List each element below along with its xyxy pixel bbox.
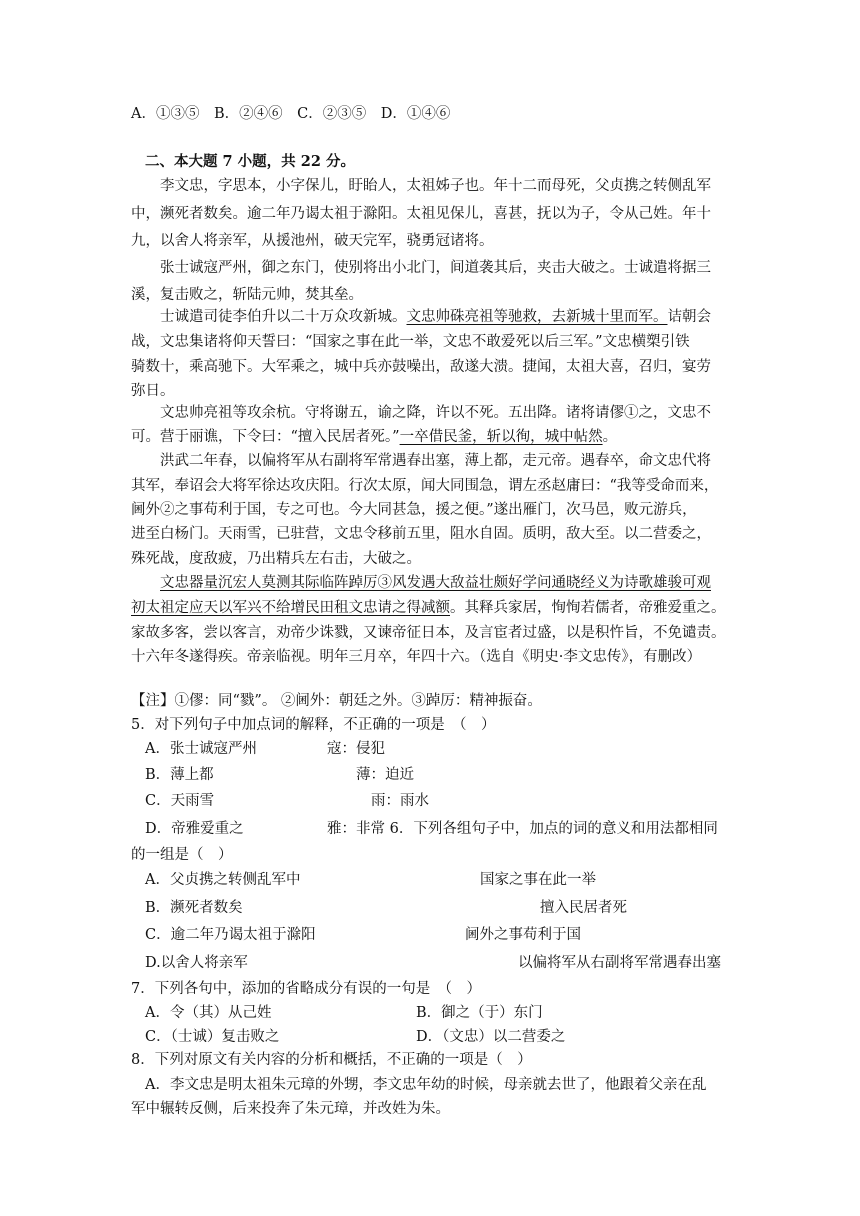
passage-line: 洪武二年春，以偏将军从右副将军常遇春出塞，薄上都，走元帝。遇春卒，命文忠代将: [160, 453, 711, 469]
passage-line: 殊死战，度敌疲，乃出精兵左右击，大破之。: [131, 551, 421, 567]
passage-line: 其军，奉诏会大将军徐达攻庆阳。行次太原，闻大同围急，谓左丞赵庸曰：“我等受命而来，: [131, 478, 719, 494]
question-8-stem: 8．下列对原文有关内容的分析和概括，不正确的一项是（ ）: [131, 1052, 532, 1068]
question-7-stem: 7．下列各句中，添加的省略成分有误的一句是 （ ）: [131, 981, 481, 997]
question-5-option-c: C．天雨雪: [145, 793, 215, 809]
question-8-option-a: A．李文忠是明太祖朱元璋的外甥，李文忠年幼的时候，母亲就去世了，他跟着父亲在乱: [145, 1077, 707, 1093]
passage-line: 溪，复击败之，斩陆元帅，焚其垒。: [131, 287, 363, 303]
question-8-option-a-cont: 军中辗转反侧，后来投奔了朱元璋，并改姓为朱。: [131, 1101, 450, 1117]
passage-line: 战，文忠集诸将仰天誓曰：“国家之事在此一举，文忠不敢爱死以后三军。”文忠横槊引铁: [131, 334, 690, 350]
passage-segment: 。其释兵家居，恂恂若儒者，帝雅爱重之。: [450, 600, 726, 616]
passage-line: 文忠帅亮祖等攻余杭。守将谢五，谕之降，许以不死。五出降。诸将请僇①之，文忠不: [160, 405, 711, 421]
passage-line: 阃外②之事苟利于国，专之可也。今大同甚急，援之便。”遂出雁门，次马邑，败元游兵，: [131, 502, 697, 518]
passage-line: [160, 306, 711, 328]
question-6-option-d-left: D.以舍人将亲军: [145, 955, 248, 971]
previous-question-options: A．①③⑤ B．②④⑥ C．②③⑤ D．①④⑥: [131, 106, 451, 122]
question-5-option-b: B．薄上都: [145, 767, 214, 783]
passage-line: [131, 426, 617, 448]
passage-segment: 。: [602, 429, 618, 445]
passage-segment: 诘朝会: [667, 309, 711, 325]
passage-line: 骑数十，乘高驰下。大军乘之，城中兵亦鼓噪出，敌遂大溃。捷闻，太祖大喜，召归，宴劳: [131, 359, 711, 375]
question-7-option-a: A．令（其）从己姓: [145, 1005, 272, 1021]
passage-line: 李文忠，字思本，小字保儿，盱眙人，太祖姊子也。年十二而母死，父贞携之转侧乱军: [160, 178, 711, 194]
question-6-option-a-right: 国家之事在此一举: [480, 872, 596, 888]
underlined-sentence: 初太祖定应天以军兴不给增民田租文忠请之得减额: [131, 600, 450, 616]
question-7-option-b: B．御之（于）东门: [416, 1005, 543, 1021]
section-heading: 二、本大题 7 小题，共 22 分。: [145, 153, 355, 170]
passage-line: 十六年冬遂得疾。帝亲临视。明年三月卒，年四十六。（选自《明史·李文忠传》，有删改）: [131, 649, 702, 665]
passage-line: 中，濒死者数矣。逾二年乃谒太祖于滁阳。太祖见保儿，喜甚，抚以为子，令从己姓。年十: [131, 206, 711, 222]
question-5-option-d-gloss: 雅：非常 6．下列各组句子中，加点的词的意义和用法都相同: [327, 821, 718, 837]
question-6-option-a-left: A．父贞携之转侧乱军中: [145, 872, 301, 888]
question-7-option-d: D．（文忠）以二营委之: [416, 1029, 566, 1045]
underlined-sentence: 文忠器量沉宏人莫测其际临阵踔厉③风发遇大敌益壮颇好学问通晓经义为诗歌雄骏可观: [160, 575, 711, 591]
question-7-option-c: C．（士诚）复击败之: [145, 1029, 280, 1045]
question-6-option-d-right: 以偏将军从右副将军常遇春出塞: [518, 955, 721, 971]
question-5-option-b-gloss: 薄：迫近: [356, 767, 414, 783]
passage-line: 家故多客，尝以客言，劝帝少诛戮，又谏帝征日本，及言宦者过盛，以是积忤旨，不免谴责。: [131, 625, 726, 641]
passage-line: 张士诚寇严州，御之东门，使别将出小北门，间道袭其后，夹击大破之。士诚遣将据三: [160, 260, 711, 276]
passage-line: 弥日。: [131, 383, 175, 399]
annotation-note: 【注】①僇：同“戮”。 ②阃外：朝廷之外。③踔厉：精神振奋。: [131, 693, 542, 709]
question-6-option-c-right: 阃外之事苟利于国: [465, 927, 581, 943]
passage-segment: 可。营于丽谯，下令曰：“擅入民居者死。”: [131, 429, 400, 445]
passage-line: [131, 597, 726, 619]
question-5-stem: 5．对下列句子中加点词的解释，不正确的一项是 （ ）: [131, 717, 496, 733]
underlined-sentence: 文忠帅硃亮祖等驰救，去新城十里而军。: [406, 309, 668, 325]
underlined-sentence: 一卒借民釜，斩以徇，城中帖然: [399, 429, 603, 445]
question-5-option-a-gloss: 寇：侵犯: [327, 741, 385, 757]
passage-line: 进至白杨门。天雨雪，已驻营，文忠令移前五里，阻水自固。质明，敌大至。以二营委之，: [131, 526, 711, 542]
question-6-option-b-left: B．濒死者数矣: [145, 900, 243, 916]
question-6-stem: 的一组是（ ）: [131, 847, 233, 863]
passage-line: 九，以舍人将亲军，从援池州，破天完军，骁勇冠诸将。: [131, 233, 494, 249]
question-5-option-c-gloss: 雨：雨水: [371, 793, 429, 809]
question-6-option-b-right: 擅入民居者死: [540, 900, 627, 916]
question-6-option-c-left: C．逾二年乃谒太祖于滁阳: [145, 927, 316, 943]
passage-segment: 士诚遣司徒李伯升以二十万众攻新城。: [160, 309, 407, 325]
question-5-option-a: A．张士诚寇严州: [145, 741, 257, 757]
question-5-option-d: D．帝雅爱重之: [145, 821, 244, 837]
